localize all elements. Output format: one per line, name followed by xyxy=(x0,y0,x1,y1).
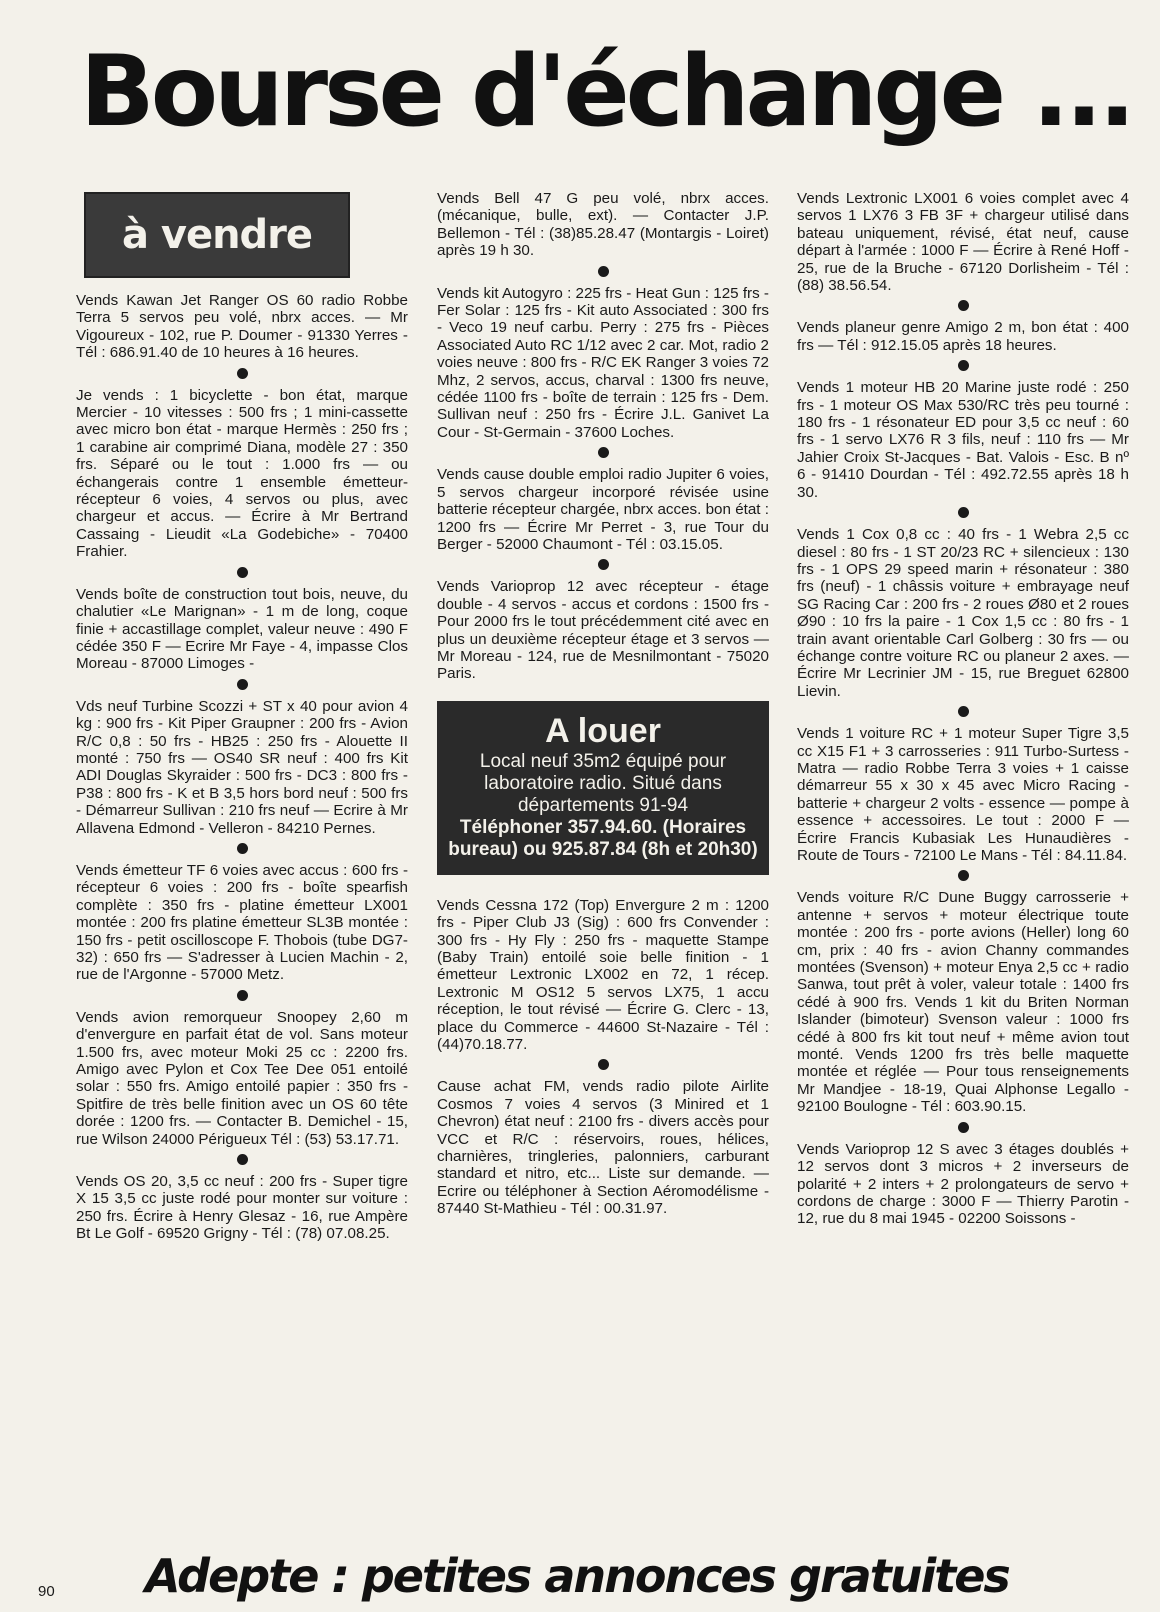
classified-ad: Je vends : 1 bicyclette - bon état, marque Mercier - 10 vitesses : 500 frs ; 1 mini-cassette avec micro bon état - marque Hermès : 250 frs ; 1 carabine air comprimé Diana, modèle 27 : 350 frs. Séparé ou le tout : 1.000 frs — ou échangerais contre 1 ensemble émetteur-récepteur 6 voies, 4 servos ou plus, avec chargeur et accus. — Écrire à Mr Bertrand Cassaing - Lieudit «La Godebiche» - 70400 Frahier. xyxy=(76,386,408,561)
bullet-separator xyxy=(958,1122,969,1133)
column-3 xyxy=(797,190,1129,1228)
classified-ad: Vends planeur genre Amigo 2 m, bon état : 400 frs — Tél : 912.15.05 après 18 heures. xyxy=(797,319,1129,354)
classified-ad: Vends 1 Cox 0,8 cc : 40 frs - 1 Webra 2,5 cc diesel : 80 frs - 1 ST 20/23 RC + silencieux : 130 frs - 1 OPS 29 speed marin + résonateur : 380 frs (neuf) - 1 châssis voiture + embrayage neuf SG Racing Car : 200 frs - 2 roues Ø80 et 2 roues Ø90 : 10 frs la paire - 1 Cox 1,5 cc : 80 frs - 1 train avant orientable Carl Golberg : 30 frs — ou échange contre voiture RC ou planeur 2 axes. — Écrire Mr Lecrinier JM - 15, rue Breguet 62800 Lievin. xyxy=(797,526,1129,700)
column-2 xyxy=(437,190,769,1218)
classified-ad: Vends Kawan Jet Ranger OS 60 radio Robbe Terra 5 servos peu volé, nbrx acces. — Mr Vigoureux - 102, rue P. Doumer - 91330 Yerres - Tél : 686.91.40 de 10 heures à 16 heures. xyxy=(76,292,408,362)
classified-ad: Vends 1 moteur HB 20 Marine juste rodé : 250 frs - 1 moteur OS Max 530/RC très peu tourné : 180 frs - 1 résonateur ED pour 3,5 cc neuf : 60 frs - 1 servo LX76 R 3 fils, neuf : 110 frs — Mr Jahier Croix St-Jacques - Bat. Valois - Esc. B nº 6 - 91410 Dourdan - Tél : 492.72.55 après 18 h 30. xyxy=(797,379,1129,501)
classified-ad: Vends Cessna 172 (Top) Envergure 2 m : 1200 frs - Piper Club J3 (Sig) : 600 frs Convender : 300 frs - Hy Fly : 250 frs - maquette Stampe (Baby Train) entoilé soie belle finition - 1 émetteur Lextronic LX002 en 72, 1 récep. Lextronic M OS12 5 servos LX75, 1 accu réception, le tout révisé — Écrire G. Clerc - 13, place du Commerce - 44600 St-Nazaire - Tél : (44)70.18.77. xyxy=(437,896,769,1053)
rental-description: Local neuf 35m2 équipé pour laboratoire radio. Situé dans départements 91-94 xyxy=(479,750,727,816)
bullet-separator xyxy=(237,990,248,1001)
classified-ad: Vends Varioprop 12 avec récepteur - étage double - 4 servos - accus et cordons : 1500 frs - Pour 2000 frs le tout précédemment cité avec en plus un deuxième récepteur étage et 3 servos — Mr Moreau - 124, rue de Mesnilmontant - 75020 Paris. xyxy=(437,578,769,683)
classified-ad: Vds neuf Turbine Scozzi + ST x 40 pour avion 4 kg : 900 frs - Kit Piper Graupner : 200 frs - Avion R/C 0,8 : 50 frs - HB25 : 250 frs - Alouette II monté : 750 frs — OS40 SR neuf : 400 frs Kit ADI Douglas Skyraider : 500 frs - DC3 : 800 frs - P38 : 800 frs - K et B 3,5 hors bord neuf : 500 frs - Démarreur Sullivan : 210 frs neuf — Ecrire à Mr Allavena Edmond - Velleron - 84210 Pernes. xyxy=(76,697,408,837)
classified-ad: Vends Lextronic LX001 6 voies complet avec 4 servos 1 LX76 3 FB 3F + chargeur utilisé dans bateau uniquement, révisé, état neuf, cause départ à l'armée : 1000 F — Écrire à René Hoff - 25, rue de la Bruche - 67120 Dorlisheim - Tél : (88) 38.56.54. xyxy=(797,190,1129,295)
classified-ad: Vends Bell 47 G peu volé, nbrx acces. (mécanique, bulle, ext). — Contacter J.P. Bellemon - Tél : (38)85.28.47 (Montargis - Loiret) après 19 h 30. xyxy=(437,190,769,260)
column-1 xyxy=(76,292,408,1243)
classified-ad: Vends kit Autogyro : 225 frs - Heat Gun : 125 frs - Fer Solar : 125 frs - Kit auto Associated : 300 frs - Veco 19 neuf carbu. Perry : 275 frs - Pièces Associated Auto RC 1/12 avec 2 car. Mot, radio 2 voies neuve : 800 frs - R/C EK Ranger 3 voies 72 Mhz, 2 servos, accus, charval : 1300 frs neuve, cédée 1100 frs - boîte de terrain : 125 frs - Dem. Sullivan neuf : 250 frs - Écrire J.L. Ganivet La Cour - St-Germain - 37600 Loches. xyxy=(437,284,769,441)
footer-banner: Adepte : petites annonces gratuites xyxy=(145,1549,1009,1603)
bullet-separator xyxy=(237,679,248,690)
bullet-separator xyxy=(237,1154,248,1165)
rental-phone: Téléphoner 357.94.60. (Horaires bureau) ou 925.87.84 (8h et 20h30) xyxy=(448,816,758,860)
bullet-separator xyxy=(958,870,969,881)
classified-ad: Vends boîte de construction tout bois, neuve, du chalutier «Le Marignan» - 1 m de long, coque finie + accastillage complet, valeur neuve : 490 F cédée 350 F — Ecrire Mr Faye - 4, impasse Clos Moreau - 87000 Limoges - xyxy=(76,585,408,673)
bullet-separator xyxy=(598,559,609,570)
bullet-separator xyxy=(598,1059,609,1070)
classified-ad: Vends 1 voiture RC + 1 moteur Super Tigre 3,5 cc X15 F1 + 3 carrosseries : 911 Turbo-Surtess - Matra — radio Robbe Terra 3 voies + 1 caisse démarreur 55 x 30 x 45 avec Micro Racing - batterie + chargeur 2 volts - essence — pompe à essence + accessoires. Le tout : 2000 F — Écrire Francis Kubasiak Les Hunaudières - Route de Tours - 72100 Le Mans - Tél : 84.11.84. xyxy=(797,725,1129,864)
section-label-text: à vendre xyxy=(121,212,313,258)
bullet-separator xyxy=(958,300,969,311)
bullet-separator xyxy=(237,368,248,379)
bullet-separator xyxy=(237,843,248,854)
classified-ad: Vends cause double emploi radio Jupiter 6 voies, 5 servos chargeur incorporé révisée usine batterie récepteur chargée, nbrx acces. bon état : 1200 frs — Écrire Mr Perret - 3, rue Tour du Berger - 52000 Chaumont - Tél : 03.15.05. xyxy=(437,466,769,553)
classified-ad: Cause achat FM, vends radio pilote Airlite Cosmos 7 voies 4 servos (3 Minired et 1 Chevron) état neuf : 2100 frs - divers accès pour VCC et R/C : réservoirs, roues, hélices, charnières, tringleries, palonniers, carburant standard et nitro, etc... Liste sur demande. — Ecrire ou téléphoner à Section Aéromodélisme - 87440 St-Mathieu - Tél : 00.31.97. xyxy=(437,1078,769,1218)
classified-ad: Vends avion remorqueur Snoopey 2,60 m d'envergure en parfait état de vol. Sans moteur 1.500 frs, avec moteur Moki 25 cc : 2200 frs. Amigo avec Pylon et Cox Tee Dee 051 entoilé solar : 550 frs. Amigo entoilé papier : 350 frs - Spitfire de très belle finition avec un OS 60 tête dorée : 1200 frs. — Contacter B. Demichel - 15, rue Wilson 24000 Périgueux Tél : (53) 53.17.71. xyxy=(76,1008,408,1148)
classified-ad: Vends voiture R/C Dune Buggy carrosserie + antenne + servos + moteur électrique toute montée : 200 frs - porte avions (Heller) long 60 cm, prix : 40 frs - avion Channy commandes montées (Svenson) + moteur Enya 2,5 cc + radio Sanwa, tout prêt à voler, valeur totale : 1400 frs cédé à 900 frs. Vends 1 kit du Briten Norman Islander (bimoteur) Svenson valeur : 1000 frs cédé à 800 frs kit tout neuf + même avion tout monté. Vends 1200 frs très belle maquette montée et réglée — Pour tous renseignements Mr Mandjee - 18-19, Quai Alphonse Legallo - 92100 Boulogne - Tél : 603.90.15. xyxy=(797,889,1129,1116)
bullet-separator xyxy=(958,706,969,717)
rental-box xyxy=(437,701,769,875)
bullet-separator xyxy=(958,360,969,371)
classified-ad: Vends Varioprop 12 S avec 3 étages doublés + 12 servos dont 3 micros + 2 inverseurs de polarité + 2 inters + 2 prolongateurs de servo + cordons de charge : 3000 F — Thierry Parotin - 12, rue du 8 mai 1945 - 02200 Soissons - xyxy=(797,1140,1129,1228)
bullet-separator xyxy=(237,567,248,578)
rental-title: A louer xyxy=(545,711,661,750)
page-title: Bourse d'échange ... xyxy=(80,35,1132,149)
classified-ad: Vends OS 20, 3,5 cc neuf : 200 frs - Super tigre X 15 3,5 cc juste rodé pour monter sur voiture : 250 frs. Écrire à Henry Glesaz - 16, rue Ampère Bt Le Golf - 69520 Grigny - Tél : (78) 07.08.25. xyxy=(76,1173,408,1243)
bullet-separator xyxy=(598,266,609,277)
section-label-a-vendre xyxy=(84,192,350,278)
classified-ad: Vends émetteur TF 6 voies avec accus : 600 frs - récepteur 6 voies : 200 frs - boîte spearfish complète : 350 frs - platine émetteur LX001 montée : 200 frs platine émetteur SL3B montée : 150 frs - petit oscilloscope F. Thobois (tube DG7-32) : 650 frs — S'adresser à Lucien Machin - 2, rue de l'Argonne - 57000 Metz. xyxy=(76,861,408,984)
bullet-separator xyxy=(598,447,609,458)
bullet-separator xyxy=(958,507,969,518)
page-number: 90 xyxy=(38,1583,55,1600)
